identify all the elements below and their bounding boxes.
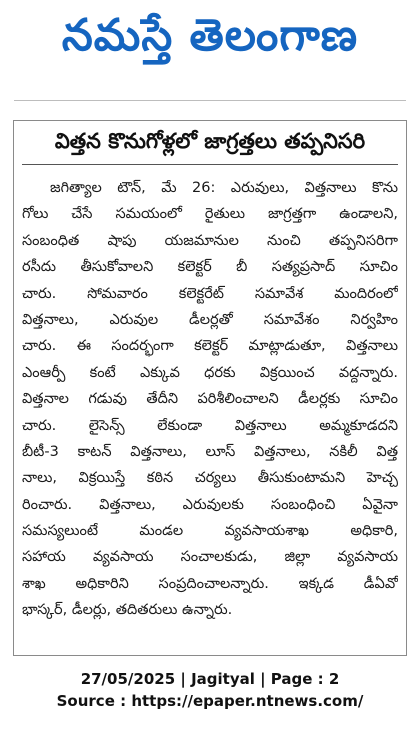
masthead	[0, 0, 420, 82]
article-line: భాస్కర్, డీలర్లు, తదితరులు ఉన్నారు.	[22, 602, 233, 619]
footer-date-line: 27/05/2025 | Jagityal | Page : 2	[80, 670, 340, 688]
article-line: జగిత్యాల టౌన్, మే 26: ఎరువులు, విత్తనాలు కొను	[50, 180, 398, 196]
article-line: విత్తనాలు, ఎరువుల డీలర్లతో సమావేశం నిర్వహిం	[22, 311, 398, 328]
article-line: సంబంధిత షాపు యజమానుల నుంచి తప్పనిసరిగా	[22, 232, 398, 249]
article-line: చారు. ఈ సందర్భంగా కలెక్టర్ మాట్లాడుతూ, విత్తనాలు	[22, 338, 398, 355]
article-line: నాలు, విక్రయిస్తే కఠిన చర్యలు తీసుకుంటామని హెచ్చ	[22, 470, 398, 487]
divider	[14, 100, 406, 101]
article-line: రసీదు తీసుకోవాలని కలెక్టర్ బీ సత్యప్రసాద్ సూచిం	[22, 259, 398, 276]
article-line: చారు. సోమవారం కలెక్టరేట్ సమావేశ మందిరంలో	[22, 285, 398, 302]
article-line: చారు. లైసెన్స్ లేకుండా విత్తనాలు అమ్మకూడదని	[22, 417, 398, 434]
article-line: రించారు. విత్తనాలు, ఎరువులకు సంబంధించి ఏవైనా	[22, 496, 398, 513]
footer-source-line: Source : https://epaper.ntnews.com/	[56, 692, 364, 710]
article-line: బీటీ-3 కాటన్ విత్తనాలు, లూస్ విత్తనాలు, నకిలీ విత్త	[22, 443, 398, 460]
headline-divider	[22, 164, 398, 165]
article-line: సమస్యలుంటే మండల వ్యవసాయశాఖ అధికారి,	[22, 523, 398, 540]
article-clipping	[13, 120, 407, 656]
newspaper-title: నమస్తే తెలంగాణ	[61, 10, 359, 61]
article-line: గోలు చేసే సమయంలో రైతులు జాగ్రత్తగా ఉండాలని,	[22, 206, 398, 223]
article-line: విత్తనాల గడువు తేదీని పరిశీలించాలని డీలర్లకు సూచిం	[22, 391, 398, 408]
article-line: శాఖ అధికారిని సంప్రదించాలన్నారు. ఇక్కడ డీఏవో	[22, 575, 398, 592]
article-headline: విత్తన కొనుగోళ్లలో జాగ్రత్తలు తప్పనిసరి	[54, 129, 366, 153]
article-line: సహాయ వ్యవసాయ సంచాలకుడు, జిల్లా వ్యవసాయ	[22, 549, 398, 566]
article-body	[22, 175, 398, 624]
article-line: ఎంఆర్పీ కంటే ఎక్కువ ధరకు విక్రయించ వద్దన్నారు.	[22, 364, 398, 381]
